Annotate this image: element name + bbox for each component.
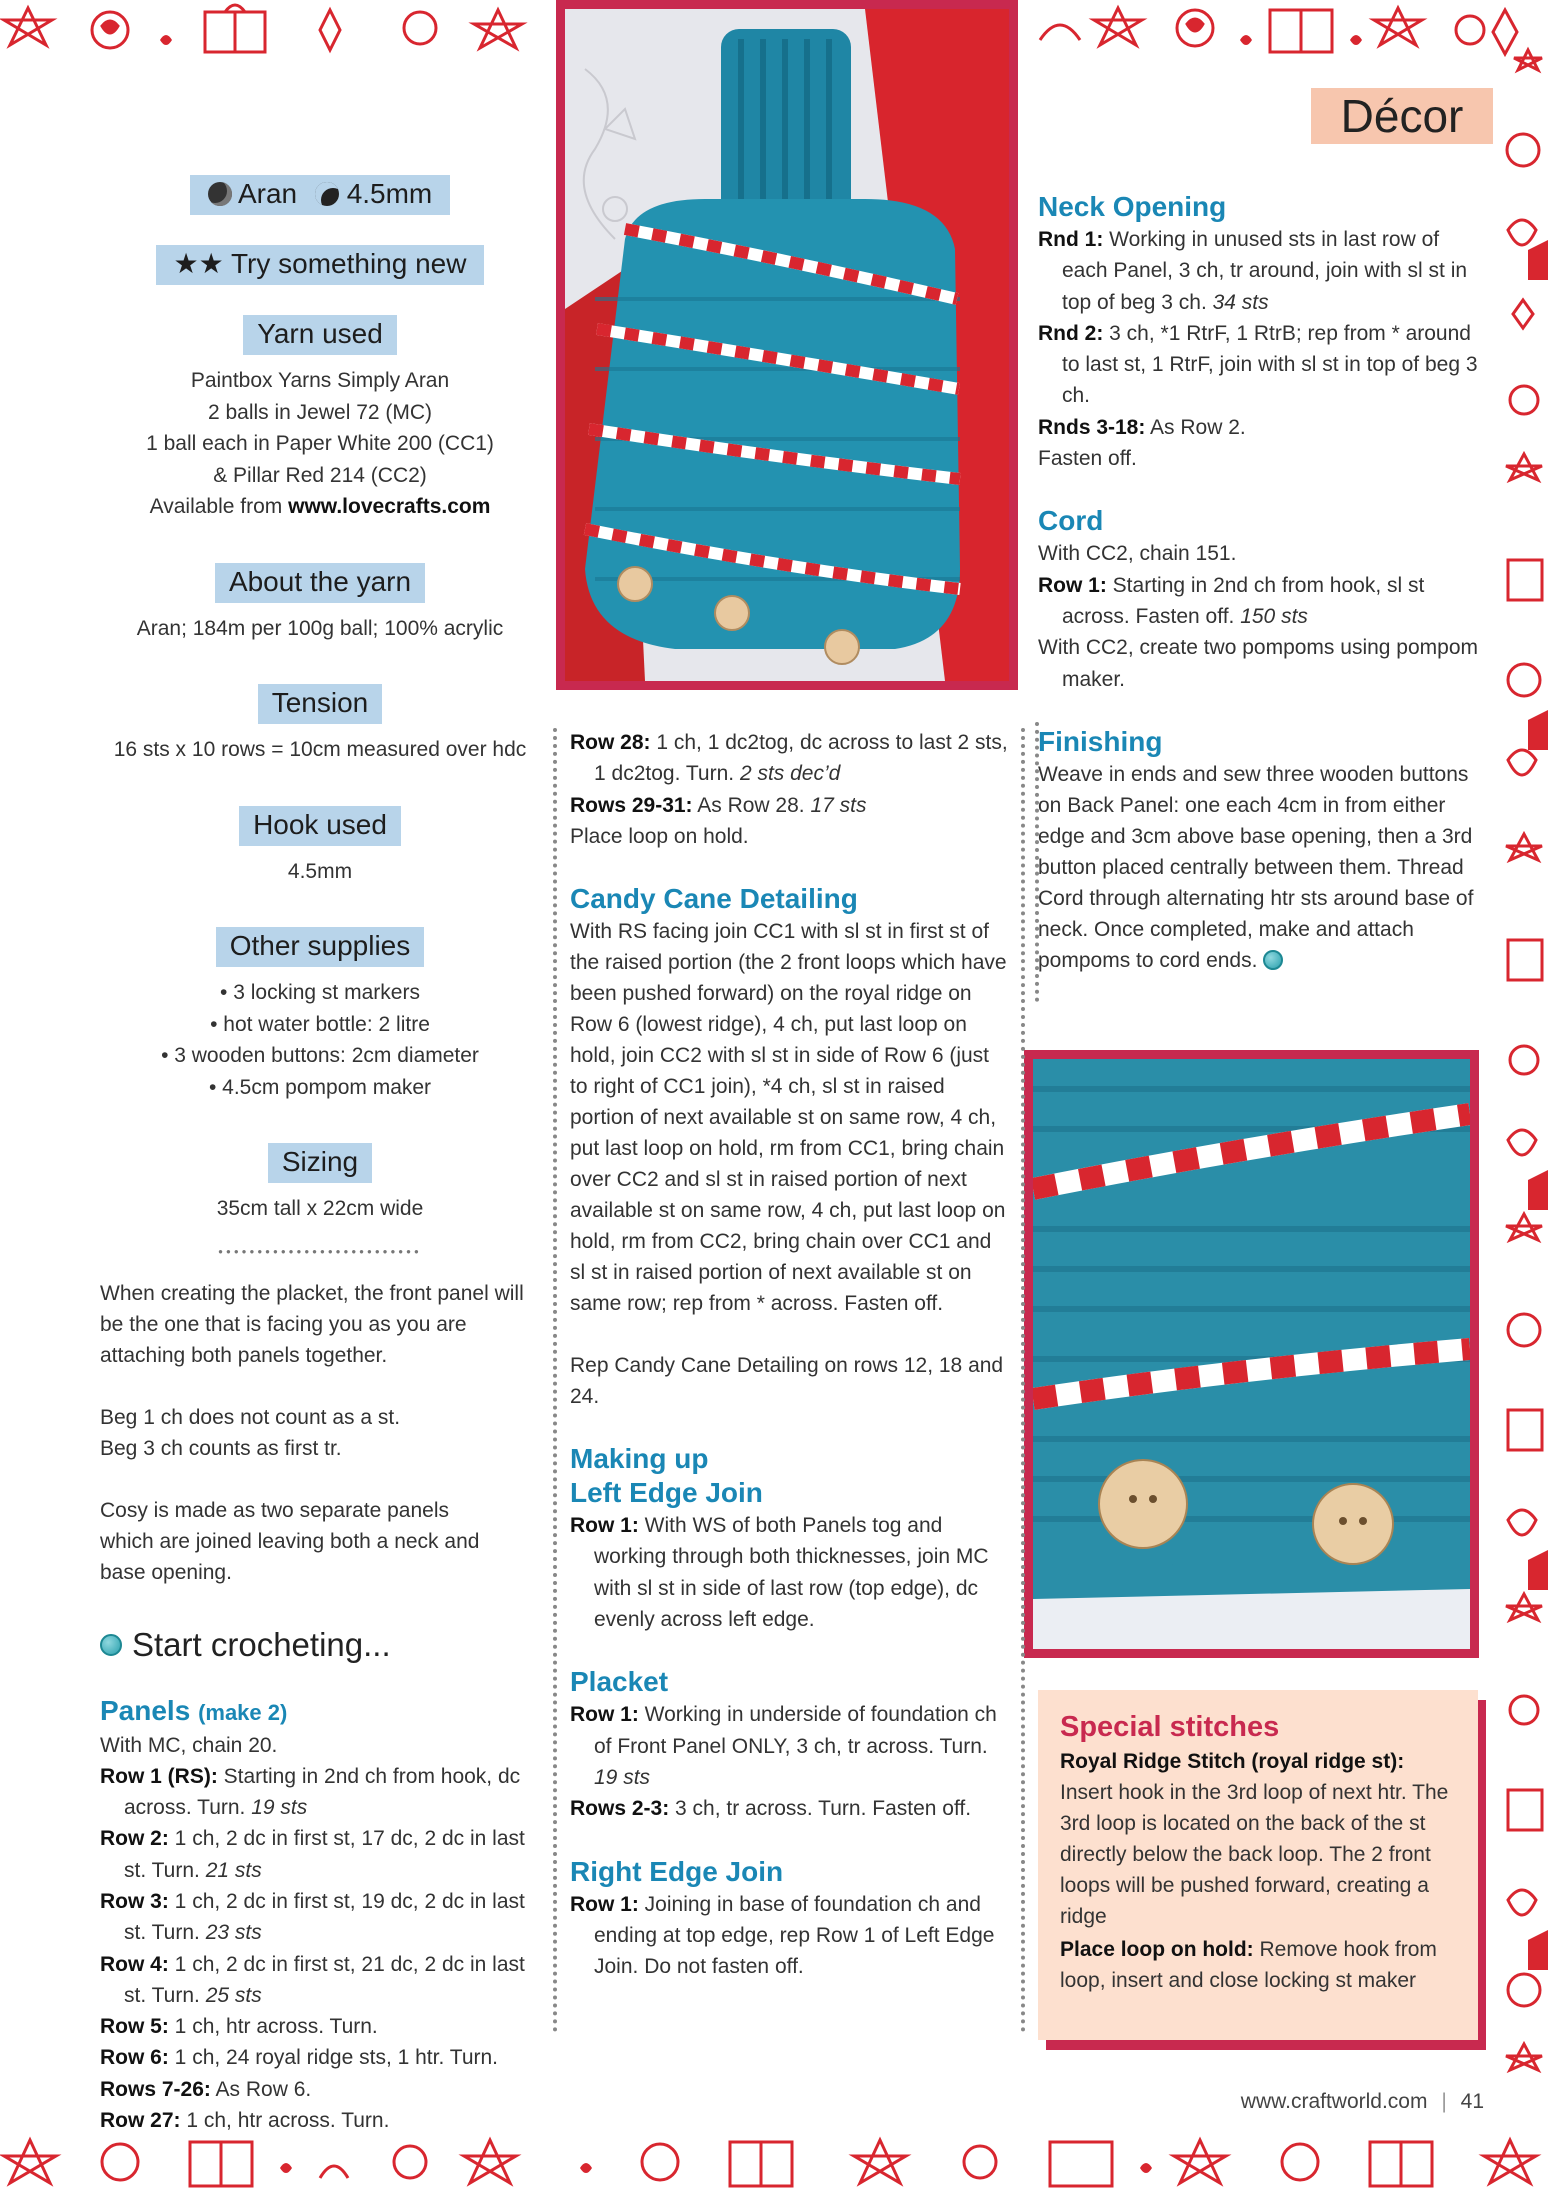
finishing-heading: Finishing	[1038, 725, 1163, 757]
row-stitch-count: 19 sts	[594, 1765, 651, 1789]
supply-item: • hot water bottle: 2 litre	[210, 1012, 430, 1036]
about-yarn-section	[100, 563, 540, 645]
column-divider-right	[1021, 728, 1025, 2033]
difficulty-pill: ★★ Try something new	[156, 245, 485, 285]
available-prefix: Available from	[149, 495, 289, 518]
instruction-row	[1038, 570, 1478, 633]
special-stitch-text: Insert hook in the 3rd loop of next htr. The 3rd loop is located on the back of the st directly below the back loop. The 2 front loops will be pushed forward, creating a ridge	[1060, 1781, 1449, 1928]
yarn-available-line	[100, 491, 540, 523]
tension-text: 16 sts x 10 rows = 10cm measured over hdc	[113, 738, 527, 761]
column-divider-left	[553, 728, 557, 2033]
sizing-text: 35cm tall x 22cm wide	[216, 1197, 424, 1220]
instruction-row	[100, 1730, 540, 1761]
rows-28-31	[570, 727, 1010, 852]
row-label: Row 1:	[1038, 573, 1107, 597]
instruction-row	[100, 2042, 540, 2073]
sizing-section	[100, 1143, 540, 1225]
instruction-row	[1038, 443, 1478, 474]
right-column	[1038, 190, 1478, 976]
left-edge-join-line: Left Edge Join	[570, 1477, 763, 1509]
hook-used-section	[100, 806, 540, 888]
other-supplies-section	[100, 927, 540, 1103]
intro-paragraph: Beg 1 ch does not count as a st. Beg 3 ch counts as first tr.	[100, 1405, 401, 1460]
row-text: 1 ch, 1 dc2tog, dc across to last 2 sts, 1 dc2tog. Turn.	[594, 731, 1008, 786]
section-tag: Décor	[1311, 88, 1493, 144]
yarn-line: 1 ball each in Paper White 200 (CC1)	[146, 432, 494, 455]
row-text: 1 ch, 2 dc in first st, 21 dc, 2 dc in last st. Turn.	[124, 1952, 525, 2007]
finishing-text-body: Weave in ends and sew three wooden buttons on Back Panel: one each 4cm in from either edge and 3cm above base opening, then a 3rd button placed centrally between them. Thread Cord through alternating htr sts around base of neck. Once completed, make and attach pompoms to cord ends.	[1038, 762, 1474, 972]
special-stitch-item	[1060, 1934, 1456, 1996]
start-heading-text: Start crocheting...	[132, 1625, 391, 1663]
finishing-text	[1038, 759, 1478, 976]
row-text: Starting in 2nd ch from hook, dc across. Turn.	[124, 1764, 521, 1820]
instruction-row	[1038, 632, 1478, 695]
left-edge-join-instructions	[570, 1510, 1010, 1635]
instruction-row	[100, 2011, 540, 2042]
tension-heading: Tension	[258, 684, 383, 724]
row-text: Fasten off.	[1038, 447, 1137, 471]
row-stitch-count: 21 sts	[205, 1858, 262, 1882]
row-label: Row 5:	[100, 2015, 169, 2039]
cord-instructions	[1038, 538, 1478, 694]
row-label: Row 3:	[100, 1889, 169, 1913]
panels-heading	[100, 1694, 540, 1730]
instruction-row	[100, 2105, 540, 2136]
row-label: Row 27:	[100, 2109, 181, 2133]
instruction-row	[570, 1889, 1010, 1983]
yarn-line: Paintbox Yarns Simply Aran	[190, 369, 450, 392]
about-yarn-text: Aran; 184m per 100g ball; 100% acrylic	[136, 616, 504, 640]
yarn-used-heading: Yarn used	[243, 315, 397, 355]
footer-url[interactable]: www.craftworld.com	[1240, 2090, 1428, 2113]
row-text: 1 ch, 24 royal ridge sts, 1 htr. Turn.	[168, 2046, 499, 2070]
intro-paragraph: When creating the placket, the front panel will be the one that is facing you as you are attaching both panels together.	[100, 1281, 524, 1367]
special-stitch-label: Place loop on hold:	[1060, 1938, 1254, 1961]
row-stitch-count: 19 sts	[251, 1796, 308, 1820]
sizing-heading: Sizing	[268, 1143, 372, 1183]
row-text: With MC, chain 20.	[100, 1733, 278, 1757]
row-label: Rows 2-3:	[570, 1797, 670, 1821]
instruction-row	[570, 790, 1010, 821]
lovecrafts-link[interactable]: www.lovecrafts.com	[288, 495, 491, 518]
row-label: Rnds 3-18:	[1038, 415, 1146, 439]
middle-column	[570, 727, 1010, 1982]
row-text: As Row 28.	[692, 793, 811, 817]
special-stitch-text: Remove hook from loop, insert and close locking st maker	[1060, 1938, 1437, 1992]
panels-heading-note: (make 2)	[198, 1699, 288, 1725]
row-text: Starting in 2nd ch from hook, sl st across. Fasten off.	[1062, 573, 1425, 628]
special-stitch-item	[1060, 1746, 1456, 1932]
hot-water-bottle-photo	[556, 0, 1018, 690]
instruction-row	[1038, 412, 1478, 443]
row-text: 1 ch, htr across. Turn.	[180, 2109, 390, 2133]
panels-instructions	[100, 1730, 540, 2137]
row-text: 1 ch, 2 dc in first st, 17 dc, 2 dc in last st. Turn.	[124, 1827, 525, 1882]
row-label: Row 6:	[100, 2046, 169, 2070]
instruction-row	[100, 2074, 540, 2105]
page-number: 41	[1460, 2090, 1484, 2113]
neck-instructions	[1038, 224, 1478, 474]
special-stitch-label: Royal Ridge Stitch (royal ridge st):	[1060, 1750, 1405, 1773]
yarn-ball-icon	[100, 1634, 122, 1656]
start-crocheting-heading	[100, 1626, 540, 1664]
row-stitch-count: 34 sts	[1212, 290, 1269, 314]
row-label: Row 2:	[100, 1827, 169, 1851]
row-text: Place loop on hold.	[570, 824, 749, 848]
yarn-line: 2 balls in Jewel 72 (MC)	[207, 400, 433, 424]
row-label: Row 1:	[570, 1703, 639, 1727]
row-text: 1 ch, 2 dc in first st, 19 dc, 2 dc in last st. Turn.	[124, 1889, 525, 1945]
buttons-closeup-photo	[1024, 1050, 1479, 1658]
decorative-right-border	[1488, 0, 1550, 2191]
instruction-row	[100, 1886, 540, 1949]
candy-cane-text: With RS facing join CC1 with sl st in first st of the raised portion (the 2 front loops which have been pushed forward) on the royal ridge on Row 6 (lowest ridge), 4 ch, put last loop on hold, join CC2 with sl st in side of Row 6 (just to right of CC1 join), *4 ch, sl st in raised portion of next available st on same row, 4 ch, put last loop on hold, rm from CC1, bring chain over CC2 and sl st in raised portion of next available st on same row, 4 ch, put last loop on hold, rm from CC2, bring chain over CC1 and sl st in raised portion of next available st on same row; rep from * across. Fasten off.	[570, 920, 1007, 1316]
row-text: As Row 6.	[210, 2077, 312, 2101]
supply-item: • 3 wooden buttons: 2cm diameter	[161, 1044, 479, 1067]
tension-section	[100, 684, 540, 766]
instruction-row	[1038, 318, 1478, 412]
neck-opening-heading: Neck Opening	[1038, 191, 1227, 222]
instruction-row	[100, 1949, 540, 2012]
row-label: Row 4:	[100, 1952, 169, 1976]
hook-used-text: 4.5mm	[287, 859, 353, 883]
row-text: As Row 2.	[1145, 415, 1246, 439]
row-stitch-count: 25 sts	[205, 1983, 262, 2007]
page-footer	[1214, 2090, 1484, 2114]
instruction-row	[100, 1823, 540, 1886]
making-up-heading	[570, 1442, 1010, 1510]
instruction-row	[1038, 538, 1478, 569]
hook-used-heading: Hook used	[239, 806, 401, 846]
hook-size-label: 4.5mm	[346, 178, 433, 209]
right-edge-instructions	[570, 1889, 1010, 1983]
row-label: Row 1 (RS):	[100, 1764, 218, 1788]
row-text: 3 ch, *1 RtrF, 1 RtrB; rep from * around to last st, 1 RtrF, join with sl st in top of beg 3 ch.	[1062, 321, 1478, 408]
yarn-ball-icon	[208, 182, 232, 206]
special-stitches-box	[1038, 1690, 1478, 2040]
dotted-separator: ●●●●●●●●●●●●●●●●●●●●●●●●●●	[218, 1246, 422, 1256]
supply-item: • 4.5cm pompom maker	[208, 1075, 432, 1099]
row-text: 1 ch, htr across. Turn.	[168, 2015, 378, 2039]
row-text: 3 ch, tr across. Turn. Fasten off.	[669, 1797, 972, 1821]
instruction-row	[1038, 224, 1478, 318]
yarn-used-section	[100, 315, 540, 523]
row-text: Working in underside of foundation ch of Front Panel ONLY, 3 ch, tr across. Turn.	[594, 1703, 997, 1758]
intro-paragraph: Cosy is made as two separate panels which are joined leaving both a neck and base opening.	[100, 1498, 480, 1584]
hook-icon	[315, 182, 339, 206]
about-yarn-heading: About the yarn	[215, 563, 425, 603]
yarn-ball-icon	[1263, 950, 1283, 970]
row-label: Rnd 1:	[1038, 228, 1104, 251]
row-text: With WS of both Panels tog and working through both thicknesses, join MC with sl st in side of last row (top edge), dc evenly across left edge.	[594, 1514, 989, 1632]
row-stitch-count: 150 sts	[1240, 604, 1308, 628]
row-text: Working in unused sts in last row of each Panel, 3 ch, tr around, join with sl st in top of beg 3 ch.	[1062, 228, 1468, 314]
row-label: Row 28:	[570, 731, 651, 754]
row-text: With CC2, create two pompoms using pompom maker.	[1038, 636, 1479, 691]
placket-heading: Placket	[570, 1666, 669, 1698]
right-edge-heading: Right Edge Join	[570, 1855, 784, 1887]
row-label: Row 1:	[570, 1514, 639, 1538]
left-column	[100, 175, 540, 2136]
supply-item: • 3 locking st markers	[220, 981, 420, 1004]
row-label: Rows 29-31:	[570, 793, 693, 817]
candy-cane-text-2: Rep Candy Cane Detailing on rows 12, 18 and 24.	[570, 1354, 1004, 1409]
row-stitch-count: 2 sts dec’d	[739, 762, 841, 786]
instruction-row	[570, 821, 1010, 852]
making-up-line: Making up	[570, 1443, 709, 1475]
instruction-row	[570, 1793, 1010, 1824]
footer-separator: |	[1441, 2090, 1447, 2113]
instruction-row	[570, 1510, 1010, 1635]
panels-heading-text: Panels	[100, 1694, 191, 1726]
weight-hook-pill	[190, 175, 451, 215]
row-stitch-count: 17 sts	[810, 793, 867, 817]
special-stitches-heading: Special stitches	[1060, 1711, 1280, 1743]
yarn-line: & Pillar Red 214 (CC2)	[213, 463, 427, 487]
placket-instructions	[570, 1699, 1010, 1824]
row-label: Rows 7-26:	[100, 2077, 211, 2101]
row-text: Joining in base of foundation ch and ending at top edge, rep Row 1 of Left Edge Join. Do not fasten off.	[594, 1892, 995, 1979]
row-label: Row 1:	[570, 1892, 639, 1916]
instruction-row	[570, 1699, 1010, 1793]
yarn-hook-badge	[100, 175, 540, 215]
instruction-row	[570, 727, 1010, 790]
other-supplies-heading: Other supplies	[216, 927, 425, 967]
instruction-row	[100, 1761, 540, 1824]
row-stitch-count: 23 sts	[205, 1921, 262, 1945]
candy-cane-heading: Candy Cane Detailing	[570, 883, 858, 915]
row-text: With CC2, chain 151.	[1038, 542, 1237, 566]
yarn-weight-label: Aran	[237, 178, 298, 209]
cord-heading: Cord	[1038, 505, 1104, 537]
row-label: Rnd 2:	[1038, 321, 1104, 345]
